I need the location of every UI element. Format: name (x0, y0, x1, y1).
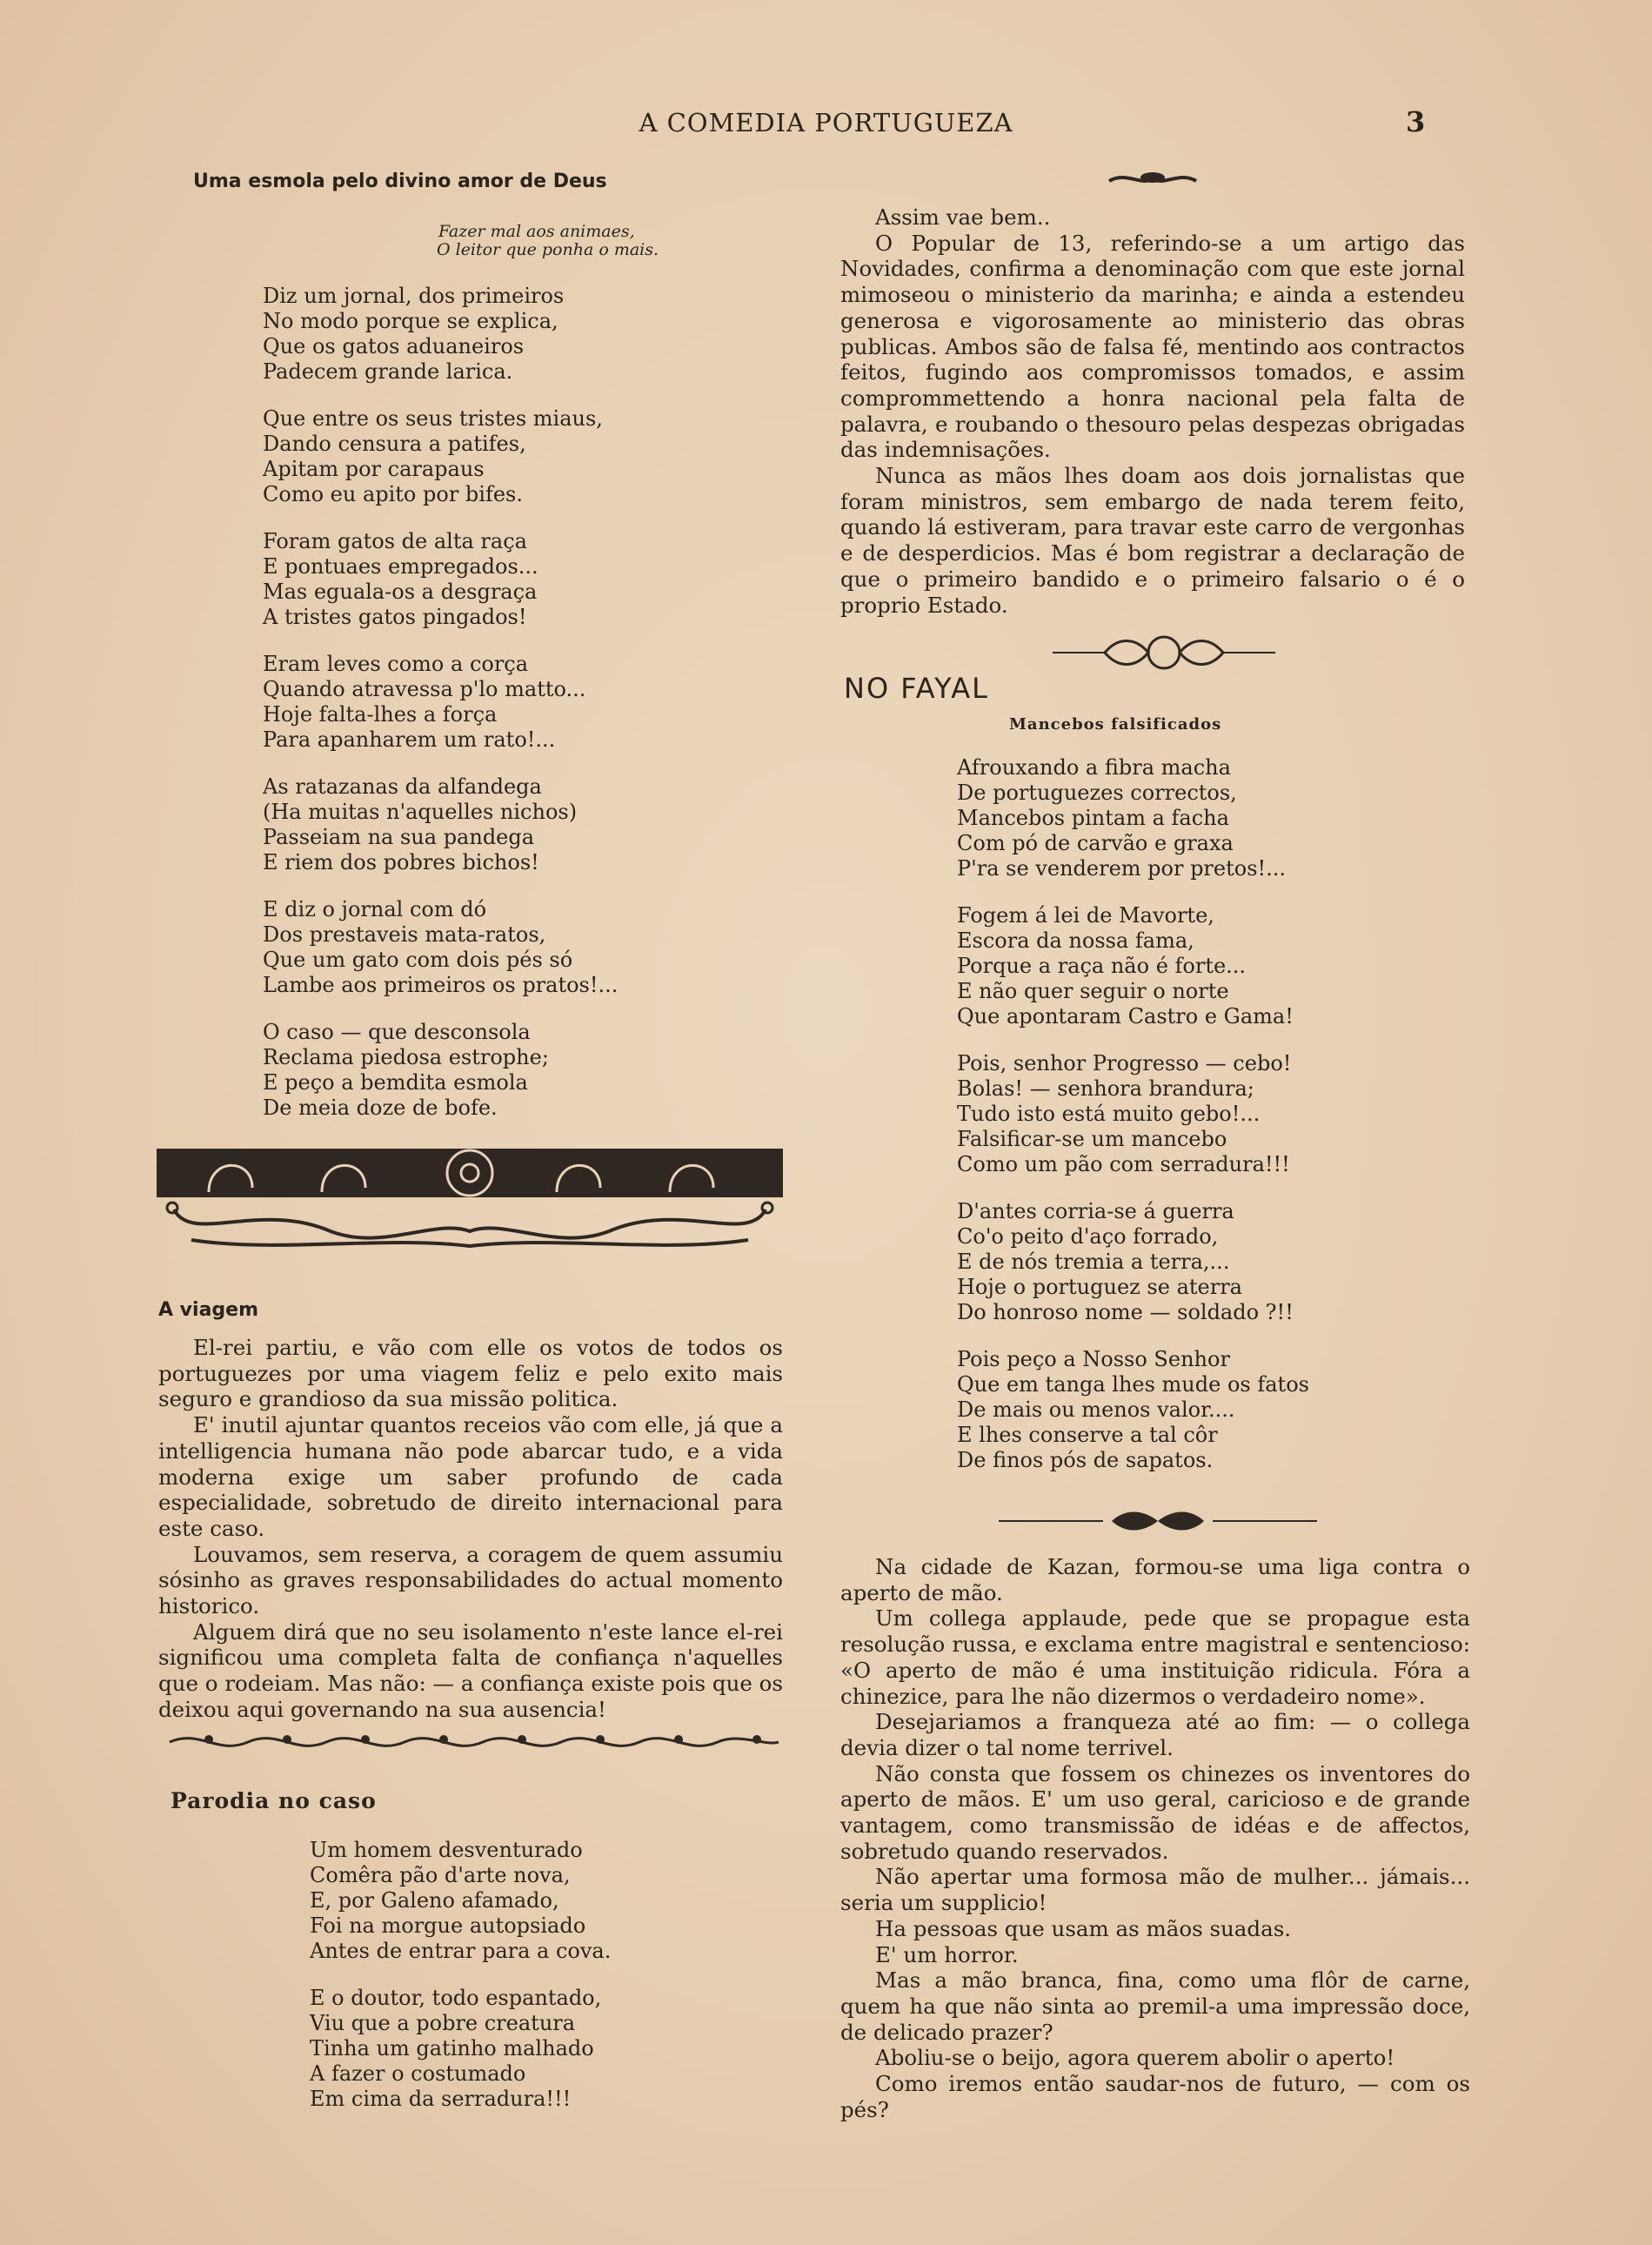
stanza (263, 406, 618, 507)
stanza (263, 652, 618, 753)
poem-mancebos (957, 755, 1309, 1495)
poem-line: Lambe aos primeiros os pratos!... (263, 973, 619, 997)
paragraph: Desejariamos a franqueza até ao fim: — o collega devia dizer o tal nome terrivel. (840, 1709, 1470, 1760)
poem-line: Diz um jornal, dos primeiros (263, 284, 565, 308)
paragraph: E' inutil ajuntar quantos receios vão com elle, já que a intelligencia humana não pode abarcar tudo, e a vida moderna exige um saber profundo de cada especialidade, sobretudo de direito internacional para este caso. (158, 1412, 783, 1541)
paragraph: Mas a mão branca, fina, como uma flôr de carne, quem ha que não sinta ao premil-a uma impressão doce, de delicado prazer? (840, 1967, 1470, 2045)
poem-line: Como eu apito por bifes. (263, 482, 523, 506)
stanza (310, 1838, 611, 1964)
stanza (957, 755, 1309, 881)
stanza (957, 903, 1309, 1029)
scroll-divider-ornament (1053, 628, 1275, 677)
poem-line: Comêra pão d'arte nova, (310, 1863, 571, 1887)
poem-line: Porque a raça não é forte... (957, 954, 1247, 978)
article-viagem (158, 1335, 783, 1723)
poem-line: E peço a bemdita esmola (263, 1070, 528, 1095)
poem-line: Que um gato com dois pés só (263, 948, 573, 972)
poem-line: E não quer seguir o norte (957, 979, 1229, 1003)
paragraph: Um collega applaude, pede que se propague esta resolução russa, e exclama entre magistral e sentencioso: «O aperto de mão é uma instituição ridicula. Fóra a chinezice, para lhe não dizermos o verdadeiro nome». (840, 1605, 1470, 1709)
stanza (263, 284, 618, 385)
poem-line: E, por Galeno afamado, (310, 1888, 559, 1913)
poem-line: De portuguezes correctos, (957, 781, 1237, 805)
poem-line: Dos prestaveis mata-ratos, (263, 922, 546, 947)
stanza (310, 1986, 611, 2112)
poem-line: Com pó de carvão e graxa (957, 831, 1234, 855)
stanza (957, 1347, 1309, 1473)
poem-line: D'antes corria-se á guerra (957, 1199, 1234, 1223)
poem-line: Reclama piedosa estrophe; (263, 1045, 549, 1069)
paragraph: Não apertar uma formosa mão de mulher... jámais... seria um supplicio! (840, 1864, 1470, 1916)
paragraph: Alguem dirá que no seu isolamento n'este lance el-rei significou uma completa falta de confiança n'aquelles que o rodeiam. Mas não: — a confiança existe pois que os deixou aqui governando na sua ausencia! (158, 1618, 783, 1722)
poem-line: Em cima da serradura!!! (310, 2087, 572, 2111)
epigraph-line: Fazer mal aos animaes, (438, 222, 635, 241)
poem-line: Que entre os seus tristes miaus, (263, 406, 603, 431)
poem-line: Quando atravessa p'lo matto... (263, 677, 586, 701)
poem-line: Mas eguala-os a desgraça (263, 580, 538, 604)
epigraph (437, 223, 659, 259)
poem-line: P'ra se venderem por pretos!... (957, 856, 1287, 881)
poem-line: Eram leves como a corça (263, 652, 529, 676)
poem-line: Foi na morgue autopsiado (310, 1913, 586, 1938)
poem-line: Pois peço a Nosso Senhor (957, 1347, 1230, 1371)
poem-line: Que em tanga lhes mude os fatos (957, 1372, 1309, 1397)
poem-line: De finos pós de sapatos. (957, 1448, 1214, 1472)
poem-line: Apitam por carapaus (263, 457, 485, 481)
newspaper-title: A COMEDIA PORTUGUEZA (639, 108, 1013, 137)
stanza (263, 897, 618, 998)
poem-line: Foram gatos de alta raça (263, 529, 527, 553)
leaf-divider-ornament (999, 1505, 1317, 1537)
poem-line: Co'o peito d'aço forrado, (957, 1224, 1219, 1249)
poem-line: No modo porque se explica, (263, 309, 558, 333)
poem-line: Padecem grande larica. (263, 359, 513, 384)
paragraph: Assim vae bem.. (875, 204, 1051, 230)
paragraph: Aboliu-se o beijo, agora querem abolir o aperto! (875, 2045, 1395, 2071)
poem-parodia (310, 1838, 611, 2134)
poem-line: Fogem á lei de Mavorte, (957, 903, 1214, 928)
poem-line: (Ha muitas n'aquelles nichos) (263, 800, 578, 824)
paragraph: Ha pessoas que usam as mãos suadas. (875, 1915, 1292, 1941)
article-ministerio (840, 204, 1465, 618)
poem-line: Mancebos pintam a facha (957, 806, 1229, 830)
poem-subtitle-mancebos: Mancebos falsificados (1009, 715, 1222, 734)
paragraph: El-rei partiu, e vão com elle os votos de todos os portuguezes por uma viagem feliz e pelo exito mais seguro e grandioso da sua missão politica. (158, 1335, 783, 1412)
stanza (263, 529, 618, 630)
stanza (263, 774, 618, 875)
paragraph: Na cidade de Kazan, formou-se uma liga contra o aperto de mão. (840, 1554, 1470, 1605)
poem-line: E diz o jornal com dó (263, 897, 487, 921)
section-title-nofayal: NO FAYAL (844, 672, 989, 705)
poem-title-parodia: Parodia no caso (171, 1788, 377, 1813)
vine-divider-ornament (165, 1727, 783, 1757)
poem-line: Para apanharem um rato!... (263, 727, 556, 752)
poem-line: E o doutor, todo espantado, (310, 1986, 602, 2010)
stanza (263, 1020, 618, 1121)
poem-line: Hoje o portuguez se aterra (957, 1275, 1242, 1299)
poem-line: De meia doze de bofe. (263, 1096, 498, 1120)
paragraph: Não consta que fossem os chinezes os inventores do aperto de mãos. E' um uso geral, caricioso e de grande vantagem, como transmissão de idéas e de affectos, sobretudo quando reservados. (840, 1760, 1470, 1864)
poem-line: E riem dos pobres bichos! (263, 850, 539, 875)
poem-line: Viu que a pobre creatura (310, 2011, 576, 2035)
paragraph: O Popular de 13, referindo-se a um artigo das Novidades, confirma a denominação com que este jornal mimoseou o ministerio da marinha; e ainda a estendeu generosa e vigorosamente ao ministerio das obras publicas. Ambos são de falsa fé, mentindo aos contractos feitos, fugindo aos compromissos tomados, e assim comprommettendo a honra nacional pela falta de palavra, e roubando o thesouro pelas despezas obrigadas das indemnisações. (840, 230, 1465, 463)
paragraph: Como iremos então saudar-nos de futuro, — com os pés? (840, 2071, 1470, 2122)
poem-line: E pontuaes empregados... (263, 554, 538, 579)
epigraph-line: O leitor que ponha o mais. (437, 240, 659, 259)
paragraph: Nunca as mãos lhes doam aos dois jornalistas que foram ministros, sem embargo de nada terem feito, quando lá estiveram, para travar este carro de vergonhas e de desperdicios. Mas é bom registrar a declaração de que o primeiro bandido e o primeiro falsario o é o proprio Estado. (840, 463, 1465, 618)
poem-line: Pois, senhor Progresso — cebo! (957, 1051, 1292, 1076)
poem-line: O caso — que desconsola (263, 1020, 531, 1044)
poem-line: Falsificar-se um mancebo (957, 1127, 1227, 1151)
poem-line: Dando censura a patifes, (263, 432, 526, 456)
article-title-viagem: A viagem (158, 1299, 259, 1321)
article-aperto-de-mao (840, 1554, 1470, 2122)
poem-line: Afrouxando a fibra macha (957, 755, 1231, 780)
poem-line: As ratazanas da alfandega (263, 774, 542, 799)
poem-line: Tinha um gatinho malhado (310, 2036, 594, 2061)
poem-line: Bolas! — senhora brandura; (957, 1076, 1254, 1101)
poem-line: Antes de entrar para a cova. (310, 1939, 612, 1963)
poem-line: E de nós tremia a terra,... (957, 1250, 1230, 1274)
poem-esmola (263, 284, 618, 1143)
poem-line: Passeiam na sua pandega (263, 825, 535, 849)
floral-banner-ornament (157, 1149, 783, 1253)
poem-line: Que os gatos aduaneiros (263, 334, 525, 359)
page-number: 3 (1406, 105, 1426, 138)
poem-title-esmola: Uma esmola pelo divino amor de Deus (193, 171, 607, 192)
stanza (957, 1199, 1309, 1325)
paragraph: E' um horror. (875, 1941, 1019, 1967)
poem-line: Como um pão com serradura!!! (957, 1152, 1290, 1176)
poem-line: E lhes conserve a tal côr (957, 1423, 1218, 1447)
poem-line: A tristes gatos pingados! (263, 605, 527, 629)
stanza (957, 1051, 1309, 1177)
paragraph: Louvamos, sem reserva, a coragem de quem assumiu sósinho as graves responsabilidades do actual momento historico. (158, 1541, 783, 1619)
poem-line: Um homem desventurado (310, 1838, 583, 1862)
poem-line: Tudo isto está muito gebo!... (957, 1102, 1261, 1126)
small-top-ornament (1105, 169, 1201, 190)
poem-line: Escora da nossa fama, (957, 928, 1194, 953)
poem-line: De mais ou menos valor.... (957, 1397, 1235, 1422)
poem-line: Que apontaram Castro e Gama! (957, 1004, 1294, 1029)
poem-line: A fazer o costumado (310, 2061, 526, 2086)
poem-line: Hoje falta-lhes a força (263, 702, 498, 727)
poem-line: Do honroso nome — soldado ?!! (957, 1300, 1294, 1324)
